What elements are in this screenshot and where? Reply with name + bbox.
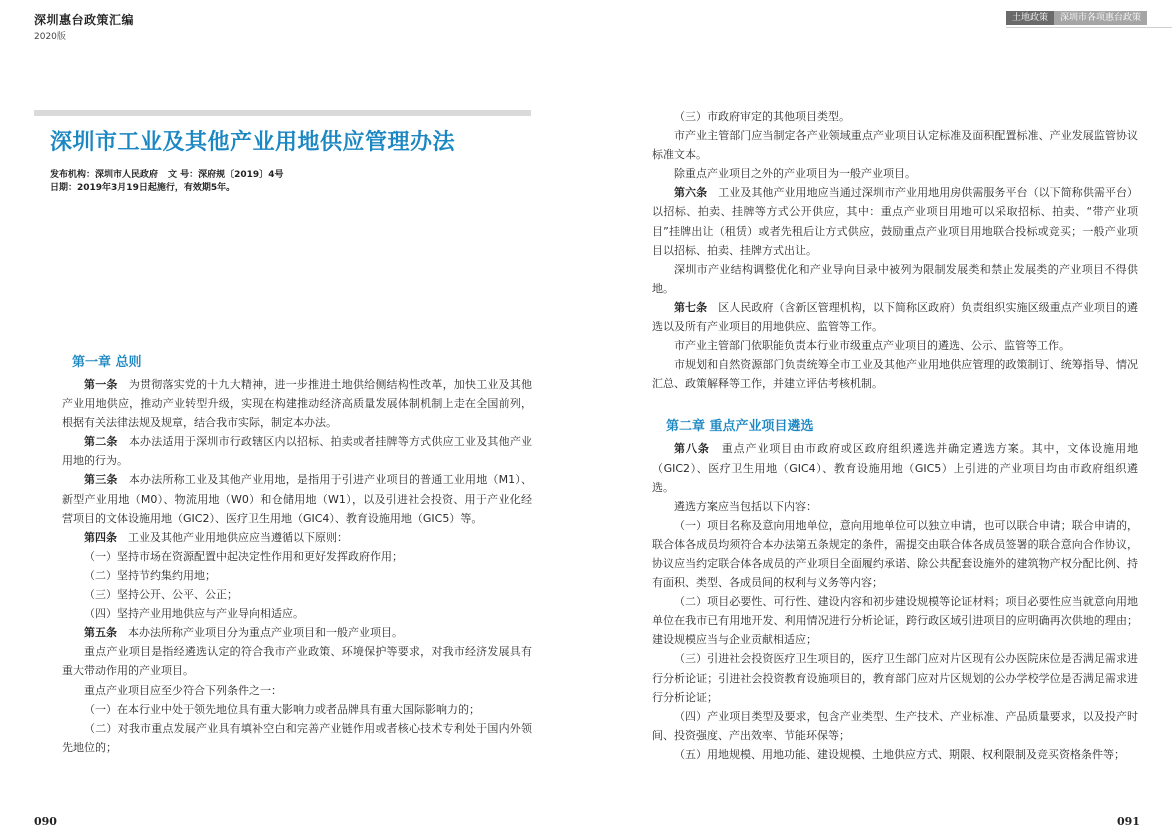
effective-date: 日期：2019年3月19日起施行，有效期5年。 — [50, 183, 236, 193]
article-label: 第七条 — [674, 300, 708, 314]
article-label: 第一条 — [84, 378, 118, 391]
article-3: 第三条 本办法所称工业及其他产业用地，是指用于引进产业项目的普通工业用地（M1）、新型产业用地（M0）、物流用地（W0）和仓储用地（W1），以及引进社会投资、用于产业化经营项目的文体设施用地（GIC2）、医疗卫生用地（GIC4）、教育设施用地（GIC5）等。 — [62, 473, 533, 525]
article-label: 第三条 — [84, 473, 118, 487]
list-item: （一）坚持市场在资源配置中起决定性作用和更好发挥政府作用； — [84, 549, 403, 563]
edition-label: 2020版 — [34, 32, 66, 42]
right-column — [652, 107, 1138, 764]
list-item: （三）引进社会投资医疗卫生项目的，医疗卫生部门应对片区现有公办医院床位是否满足需求进行分析论证；引进社会投资教育设施项目的，教育部门应对片区规划的公办学校学位是否满足需求进行分析论证； — [652, 652, 1138, 704]
article-label: 第六条 — [674, 186, 708, 200]
article-7: 第七条 区人民政府（含新区管理机构，以下简称区政府）负责组织实施区级重点产业项目的遴选以及所有产业项目的用地供应、监管等工作。 — [652, 300, 1139, 334]
issuer: 发布机构：深圳市人民政府 — [50, 170, 159, 180]
paragraph: 重点产业项目是指经遴选认定的符合我市产业政策、环境保护等要求，对我市经济发展具有重大带动作用的产业项目。 — [62, 645, 532, 678]
document-title: 深圳市工业及其他产业用地供应管理办法 — [50, 130, 456, 155]
paragraph: 市产业主管部门依职能负责本行业市级重点产业项目的遴选、公示、监管等工作。 — [674, 339, 1070, 353]
list-item: （二）对我市重点发展产业具有填补空白和完善产业链作用或者核心技术专利处于国内外领先地位的； — [62, 721, 532, 754]
page-number-right: 091 — [1117, 815, 1140, 828]
article-4: 第四条 工业及其他产业用地供应应当遵循以下原则： — [84, 530, 348, 544]
article-label: 第四条 — [84, 530, 117, 544]
article-2: 第二条 本办法适用于深圳市行政辖区内以招标、拍卖或者挂牌等方式供应工业及其他产业用地的行为。 — [62, 435, 533, 468]
paragraph: 除重点产业项目之外的产业项目为一般产业项目。 — [674, 167, 916, 181]
list-item: （一）在本行业中处于领先地位具有重大影响力或者品牌具有重大国际影响力的； — [84, 702, 480, 716]
left-column — [62, 351, 532, 757]
list-item: （四）坚持产业用地供应与产业导向相适应。 — [84, 607, 304, 621]
article-5: 第五条 本办法所称产业项目分为重点产业项目和一般产业项目。 — [84, 626, 403, 640]
article-1: 第一条 为贯彻落实党的十九大精神，进一步推进土地供给侧结构性改革，加快工业及其他产业用地供应，推动产业转型升级，实现在构建推动经济高质量发展体制机制上走在全国前列，根据有关法律法规及规章，结合我市实际，制定本办法。 — [62, 378, 533, 430]
list-item: （二）项目必要性、可行性、建设内容和初步建设规模等论证材料；项目必要性应当就意向用地单位在我市已有用地开发、利用情况进行分析论证，跨行政区域引进项目的应明确再次供地的理由；建设规模应当与企业贡献相适应； — [652, 595, 1138, 647]
doc-number: 文 号：深府规〔2019〕4号 — [168, 170, 284, 180]
paragraph: 深圳市产业结构调整优化和产业导向目录中被列为限制发展类和禁止发展类的产业项目不得供地。 — [652, 262, 1138, 295]
title-band — [34, 110, 531, 116]
header-rule — [1006, 27, 1172, 28]
tab-land-policy: 土地政策 — [1006, 11, 1054, 25]
list-item: （四）产业项目类型及要求，包含产业类型、生产技术、产业标准、产品质量要求，以及投产时间、投资强度、产出效率、节能环保等； — [652, 709, 1138, 742]
tab-section: 深圳市各项惠台政策 — [1054, 11, 1147, 25]
chapter-heading: 第一章 总则 — [72, 355, 142, 370]
paragraph: 市产业主管部门应当制定各产业领域重点产业项目认定标准及面积配置标准、产业发展监管协议标准文本。 — [652, 129, 1138, 162]
article-label: 第八条 — [674, 442, 710, 456]
article-label: 第二条 — [84, 435, 118, 449]
article-8: 第八条 重点产业项目由市政府或区政府组织遴选并确定遴选方案。其中，文体设施用地（GIC2）、医疗卫生用地（GIC4）、教育设施用地（GIC5）上引进的产业项目均由市政府组织遴选。 — [652, 442, 1139, 494]
list-item: （三）坚持公开、公平、公正； — [84, 588, 238, 602]
document-meta-line1 — [50, 167, 293, 180]
book-title: 深圳惠台政策汇编 — [34, 13, 135, 27]
list-item: （五）用地规模、用地功能、建设规模、土地供应方式、期限、权利限制及竞买资格条件等； — [674, 747, 1125, 761]
article-6: 第六条 工业及其他产业用地应当通过深圳市产业用地用房供需服务平台（以下简称供需平台）以招标、拍卖、挂牌等方式公开供应，其中：重点产业项目用地可以采取招标、拍卖、“带产业项目”挂牌出让（租赁）或者先租后让方式供应，鼓励重点产业项目用地联合投标或竞买；一般产业项目以招标、拍卖、挂牌方式出让。 — [652, 186, 1139, 257]
list-item: （二）坚持节约集约用地； — [84, 568, 216, 582]
paragraph: 重点产业项目应至少符合下列条件之一： — [84, 683, 282, 697]
chapter-heading: 第二章 重点产业项目遴选 — [666, 419, 814, 435]
spacer — [652, 393, 1138, 415]
page-number-left: 090 — [34, 815, 57, 828]
article-label: 第五条 — [84, 626, 117, 640]
list-item: （三）市政府审定的其他项目类型。 — [674, 110, 850, 123]
paragraph: 市规划和自然资源部门负责统筹全市工业及其他产业用地供应管理的政策制订、统筹指导、情况汇总、政策解释等工作，并建立评估考核机制。 — [652, 358, 1138, 391]
running-header — [34, 11, 134, 42]
list-item: （一）项目名称及意向用地单位，意向用地单位可以独立申请，也可以联合申请；联合申请的，联合体各成员均须符合本办法第五条规定的条件，需提交由联合体各成员签署的联合意向合作协议，协议应当约定联合体各成员的产业项目全面履约承诺、除公共配套设施外的建筑物产权分配比例、持有面积、类型、各成员间的权利与义务等内容； — [652, 518, 1138, 590]
section-tabs — [1006, 11, 1147, 25]
paragraph: 遴选方案应当包括以下内容： — [674, 499, 817, 513]
